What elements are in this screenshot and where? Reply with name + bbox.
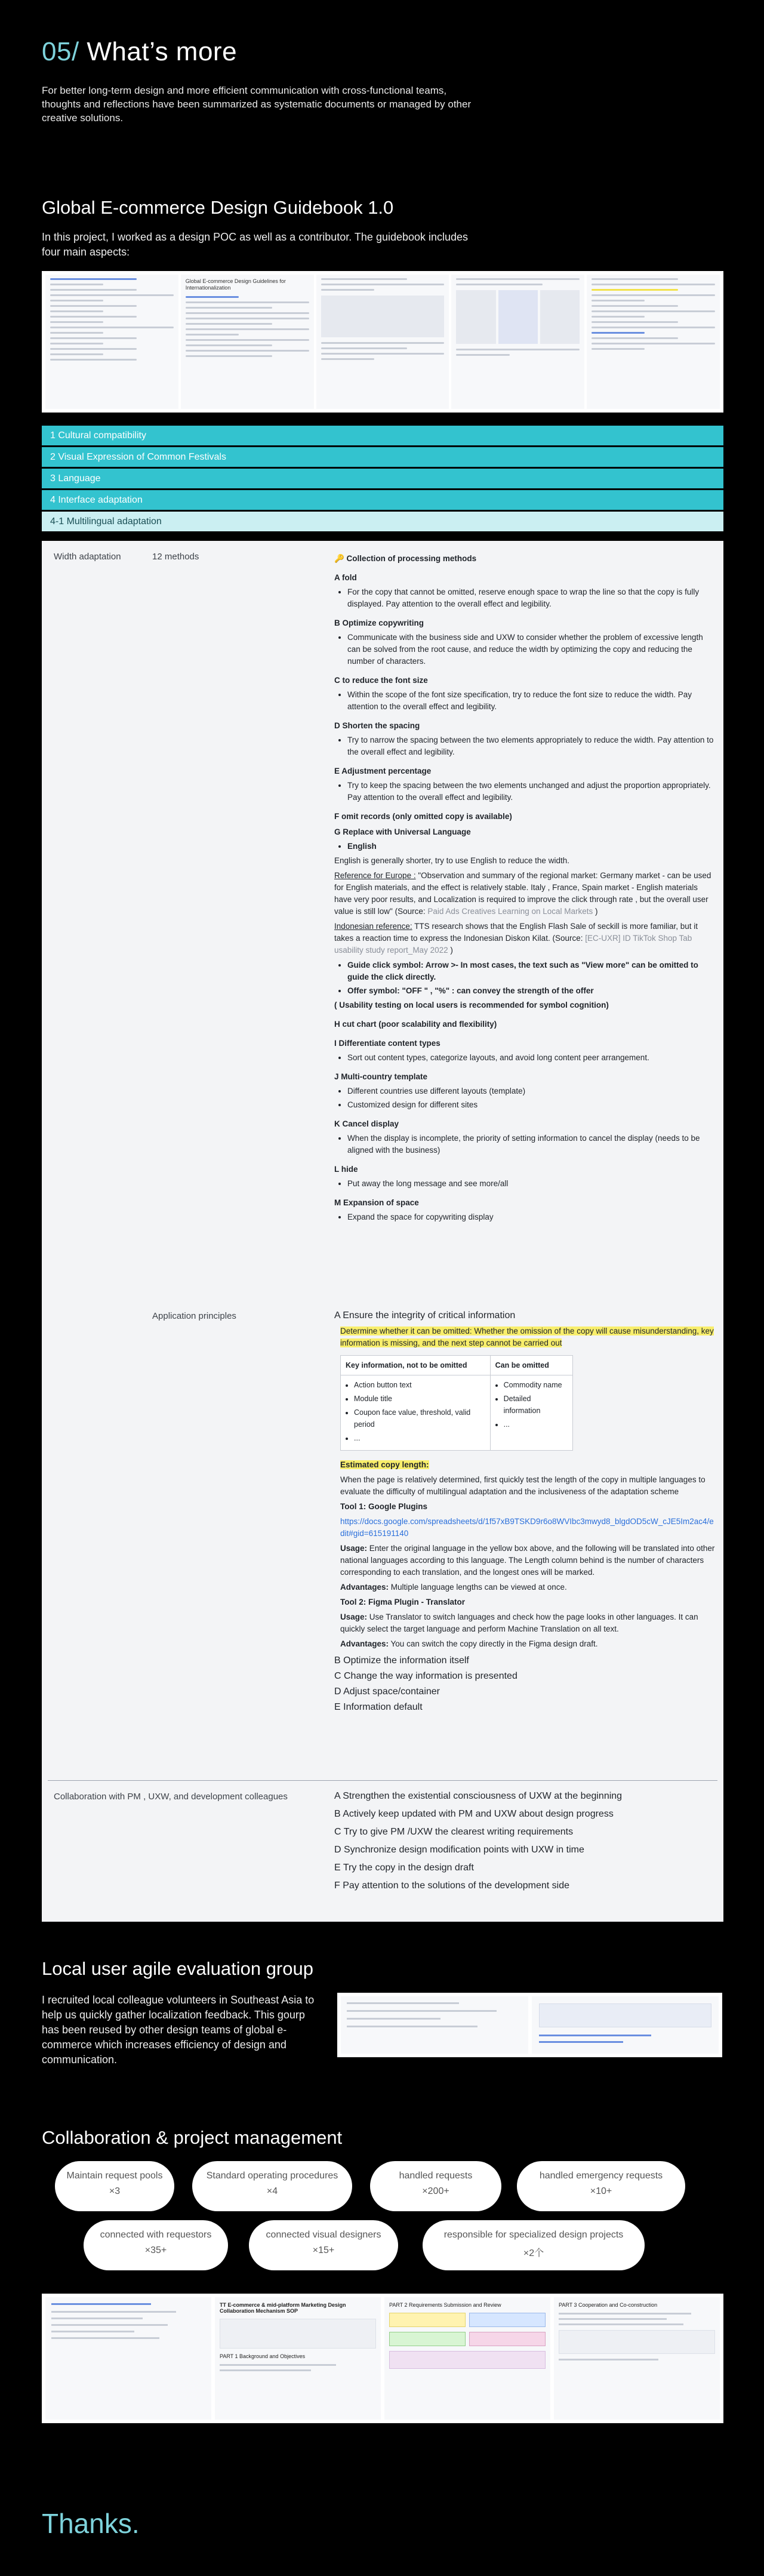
stat-value: ×2个 [523,2248,544,2258]
method-item: • Customized design for different sites [347,1099,716,1111]
method-item: • For the copy that cannot be omitted, reserve enough space to wrap the line so that the copy is fully displayed. Pay attention to the overall effect and legibility. [347,586,716,610]
principle-title: D Adjust space/container [334,1686,440,1697]
method-item: • When the display is incomplete, the priority of setting information to cancel the display (needs to be aligned with the business) [347,1132,716,1156]
stat-pill [517,2161,685,2211]
stat-pill [249,2220,398,2270]
local-group-screenshot [337,1993,722,2057]
stat-value: ×4 [266,2186,278,2196]
method-title: J Multi-country template [334,1072,428,1081]
principle-paragraph: When the page is relatively determined, first quickly test the length of the copy in multiple languages to evaluate the difficulty of multilingual adaptation and the inclusiveness of the adaptation scheme [340,1475,706,1496]
tool-title: Tool 1: Google Plugins [340,1502,427,1511]
method-item: • Try to keep the spacing between the two elements unchanged and adjust the proportion appropriately. Pay attention to the overall effect and legibility. [347,780,716,804]
chat-thumbnail [532,1996,719,2054]
method-title: G Replace with Universal Language [334,827,471,836]
principle-title: C Change the way information is presented [334,1671,517,1681]
section-title [42,37,237,67]
method-title: K Cancel display [334,1119,399,1128]
section-description: For better long-term design and more efficient communication with cross-functional teams, thoughts and reflections have been summarized as systematic documents or managed by other creative solutions. [42,85,472,124]
stat-pill [423,2220,645,2270]
method-title: M Expansion of space [334,1198,419,1207]
source-link[interactable]: [EC-UXR] ID TikTok Shop Tab usability study report_May 2022 [334,934,692,955]
collaboration-item: B Actively keep updated with PM and UXW about design progress [334,1809,614,1819]
sop-thumbnail [215,2297,381,2420]
principle-title: E Information default [334,1702,423,1712]
local-group-text: I recruited local colleague volunteers in Southeast Asia to help us quickly gather localization feedback. This gourp has been reused by other design teams of global e-commerce which increases efficiency of design and communication. [42,1994,315,2066]
table-cell: • Commodity name • Detailed information • ... [490,1375,572,1451]
stat-value: ×15+ [312,2245,335,2255]
sop-part-title: PART 3 Cooperation and Co-construction [559,2302,658,2308]
stat-label: connected visual designers [266,2230,381,2240]
section-title-text: What’s more [87,37,238,66]
stat-label: connected with requestors [100,2230,212,2240]
doc-caption: Global E-commerce Design Guidelines for Internationalization [185,278,286,291]
stat-label: Maintain request pools [66,2171,163,2181]
reference-europe: Reference for Europe : "Observation and summary of the regional market: Germany market - can be used for English materials, and the effect is relatively stable. Italy , France, Spain market - English materials have very poor results, and Localization is required to improve the click through rate , but the overall user value is still low" (Source: Paid Ads Creatives Learning on Local Markets ) [334,871,711,916]
doc-thumbnail [45,275,178,409]
sop-thumbnail [384,2297,550,2420]
method-title: A fold [334,573,357,582]
sop-thumbnail [554,2297,720,2420]
method-title: B Optimize copywriting [334,618,424,627]
method-item: • Sort out content types, categorize layouts, and avoid long content peer arrangement. [347,1052,716,1064]
tab-interface-adaptation[interactable]: 4 Interface adaptation [42,490,723,510]
table-header: Key information, not to be omitted [341,1356,491,1375]
doc-thumbnail [587,275,720,409]
guidebook-tabs [42,426,723,533]
tab-multilingual-adaptation[interactable]: 4-1 Multilingual adaptation [42,512,723,531]
doc-thumbnail [181,275,314,409]
table-cell: • Action button text • Module title • Coupon face value, threshold, valid period • ... [341,1375,491,1451]
stat-label: handled requests [399,2171,473,2181]
collab-pm-title: Collaboration & project management [42,2127,343,2148]
principle-title: A Ensure the integrity of critical information [334,1310,516,1321]
collaboration-label: Collaboration with PM , UXW, and development colleagues [54,1792,288,1802]
method-title: D Shorten the spacing [334,721,420,730]
width-adaptation-label: Width adaptation [54,552,121,562]
reference-indonesia: Indonesian reference: TTS research shows that the English Flash Sale of seckill is more familiar, but it takes a reaction time to express the Indonesian Diskon Kilat. (Source: [EC-UXR] ID TikTok Shop Tab usability study report_May 2022 ) [334,922,698,955]
principle-title: B Optimize the information itself [334,1655,469,1666]
method-item: • Communicate with the business side and UXW to consider whether the problem of excessive length can be solved from the root cause, and reduce the width by optimizing the copy and reducing the number of characters. [347,632,716,667]
doc-thumbnail [316,275,449,409]
key-info-table [340,1355,573,1451]
stat-value: ×35+ [144,2245,167,2255]
section-number: 05/ [42,37,79,66]
method-item: • English [347,841,716,852]
method-title: L hide [334,1165,358,1174]
chat-thumbnail [341,1996,528,2054]
collaboration-item: E Try the copy in the design draft [334,1863,474,1873]
method-note: ( Usability testing on local users is recommended for symbol cognition) [334,1001,609,1010]
method-item: • Guide click symbol: Arrow >- In most cases, the text such as "View more" can be omitted to guide the click directly. [347,959,716,983]
tab-language[interactable]: 3 Language [42,469,723,488]
tool-title: Tool 2: Figma Plugin - Translator [340,1598,466,1606]
stat-label: handled emergency requests [539,2171,663,2181]
method-item: • Offer symbol: "OFF " , "%" : can convey the strength of the offer [347,985,716,997]
method-paragraph: English is generally shorter, try to use English to reduce the width. [334,856,569,865]
collaboration-item: C Try to give PM /UXW the clearest writing requirements [334,1827,574,1837]
guidebook-content [42,541,723,1922]
collaboration-item: A Strengthen the existential consciousness of UXW at the beginning [334,1791,623,1801]
table-header: Can be omitted [490,1356,572,1375]
guidebook-intro: In this project, I worked as a design POC as well as a contributor. The guidebook includes four main aspects: [42,231,469,258]
highlight-text: Determine whether it can be omitted: Whether the omission of the copy will cause misunderstanding, key information is missing, and the next step cannot be carried out [340,1327,714,1347]
collaboration-column [334,1787,716,1895]
stat-pill [55,2161,174,2211]
stat-pill [192,2161,352,2211]
local-group-title: Local user agile evaluation group [42,1958,313,1979]
collaboration-item: F Pay attention to the solutions of the development side [334,1881,570,1891]
stat-value: ×3 [109,2186,121,2196]
stat-pill [84,2220,228,2270]
method-item: • Different countries use different layouts (template) [347,1085,716,1097]
google-plugin-link[interactable]: https://docs.google.com/spreadsheets/d/1f57xB9TSKD9r6o8WVIbc3mwyd8_blgdOD5cW_cJE5Im2ac4/edit#gid=615191140 [340,1517,714,1538]
method-title: F omit records (only omitted copy is available) [334,812,512,821]
thanks-heading: Thanks. [42,2508,140,2539]
method-title: I Differentiate content types [334,1039,440,1048]
method-title: H cut chart (poor scalability and flexibility) [334,1020,497,1029]
guidebook-title: Global E-commerce Design Guidebook 1.0 [42,197,394,218]
collaboration-item: D Synchronize design modification points with UXW in time [334,1845,584,1855]
guidebook-screenshots [42,271,723,413]
stat-pill [370,2161,501,2211]
methods-column [334,550,716,1226]
sop-thumbnail [45,2297,211,2420]
sop-part-title: PART 2 Requirements Submission and Review [389,2302,501,2308]
sop-doc-title: TT E-commerce & mid-platform Marketing Design Collaboration Mechanism SOP [220,2302,346,2314]
method-item: • Within the scope of the font size specification, try to reduce the font size to reduce the width. Pay attention to the overall effect and legibility. [347,689,716,713]
tab-visual-expression[interactable]: 2 Visual Expression of Common Festivals [42,447,723,467]
sop-screenshots [42,2294,723,2423]
stat-value: ×200+ [422,2186,449,2196]
method-item: • Expand the space for copywriting display [347,1211,716,1223]
estimated-length-title: Estimated copy length: [340,1460,429,1469]
method-title: E Adjustment percentage [334,767,432,775]
stat-label: responsible for specialized design projects [443,2230,624,2240]
row-divider [48,1780,717,1781]
source-link[interactable]: Paid Ads Creatives Learning on Local Markets [427,907,593,916]
doc-thumbnail [451,275,584,409]
stat-label: Standard operating procedures [206,2171,338,2181]
tab-cultural-compatibility[interactable]: 1 Cultural compatibility [42,426,723,445]
thanks-text: Thanks [42,2508,132,2539]
stat-value: ×10+ [590,2186,612,2196]
principles-column: A Ensure the integrity of critical information Determine whether it can be omitted: Whether the omission of the copy will cause misunderstanding, key information is missing, and the next step cannot be carried out Key information, not to be omitted Can be omitted • Action button text • Module title • Coupon face value, threshold, valid period • ... • Commodity name • Detailed information • ... Estimated copy length: When the page is relatively determined, first quickly test the length of the copy in multiple languages to evaluate the difficulty of multilingual adaptation and the inclusiveness of the adaptation scheme Tool 1: Google Plugins https://docs.google.com/spreadsheets/d/1f57xB9TSKD9r6o8WVIbc3mwyd8_blgdOD5cW_cJE5Im2ac4/edit#gid=615191140 Usage: Enter the original language in the yellow box above, and the following will be translated into other national languages according to this language. The Length column behind is the number of characters corresponding to each translation, and the longest ones will be marked. Advantages: Multiple language lengths can be viewed at once. Tool 2: Figma Plugin - Translator Usage: Use Translator to switch languages and check how the page looks in other languages. It can quickly select the target language and perform Machine Translation on all text. Advantages: You can switch the copy directly in the Figma design draft. B Optimize the information itself C Change the way information is presented D Adjust space/container E Information default [334,1310,716,1717]
collection-title: 🔑 Collection of processing methods [334,554,477,563]
methods-count: 12 methods [152,552,199,562]
method-item: • Try to narrow the spacing between the two elements appropriately to reduce the width. Pay attention to the overall effect and legibility. [347,734,716,758]
sop-part-title: PART 1 Background and Objectives [220,2353,306,2359]
application-principles-label: Application principles [152,1311,236,1321]
method-item: • Put away the long message and see more/all [347,1178,716,1190]
method-title: C to reduce the font size [334,676,428,685]
